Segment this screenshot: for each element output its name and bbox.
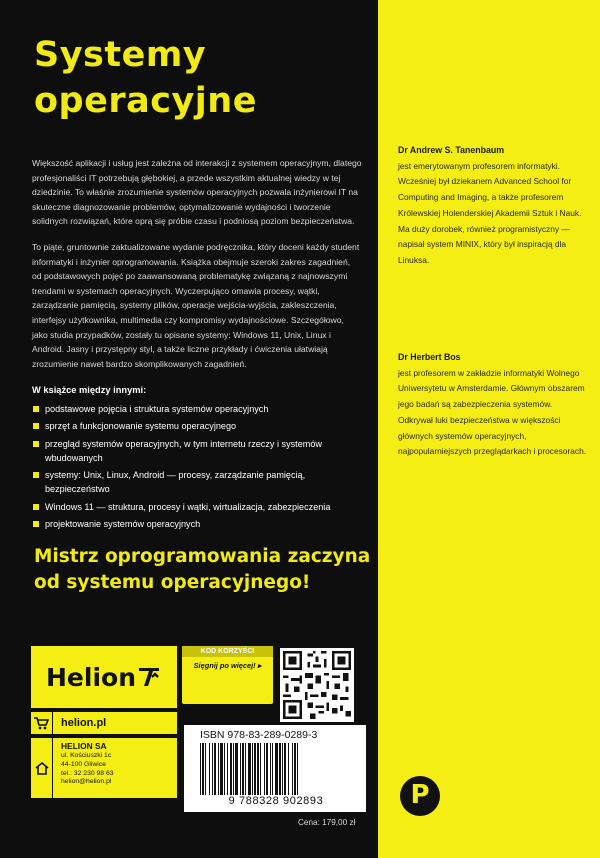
feature-item (32, 517, 367, 531)
isbn-barcode-box (184, 725, 366, 812)
address-line: tel.: 32 230 98 63 (61, 769, 114, 777)
tagline-line-2: od systemu operacyjnego! (34, 572, 311, 593)
pearson-logo-icon (400, 776, 440, 816)
bullet-square-icon (33, 441, 39, 447)
description-paragraph-2: To piąte, gruntownie zaktualizowane wydanie podręcznika, który doceni każdy student informatyki i inżynier oprogramowania. Książka obejmuje szeroki zakres zagadnień, od podstawowych pojęć po zaawansowaną problematykę związaną z najnowszymi trendami w systemach operacyjnych. Wyczerpująco omawia procesy, wątki, zarządzanie pamięcią, systemy plików, operacje wejścia-wyjścia, zakleszczenia, interfejsy użytkownika, multimedia czy kompromisy wydajnościowe. Szczegółowo, jako studia przypadków, zostały tu opisane systemy: Windows 11, Unix, Linux i Android. Jasny i przystępny styl, a także liczne przykłady i ćwiczenia ułatwiają zrozumienie nawet bardzo skomplikowanych zagadnień. (32, 242, 360, 369)
publisher-logo-box (31, 646, 177, 708)
book-title (34, 32, 354, 124)
promo-title: KOD KORZYŚCI (182, 646, 273, 657)
author-bio-text: jest profesorem w zakładzie informatyki Wolnego Uniwersytetu w Amsterdamie. Głównym obszarem jego badań są zabezpieczenia systemów. Odkrywał luki bezpieczeństwa w większości głównych systemów operacyjnych, najpopularniejszych przeglądarkach i procesorach. (398, 367, 587, 457)
feature-item (32, 437, 367, 466)
feature-text: projektowanie systemów operacyjnych (45, 519, 201, 530)
feature-text: podstawowe pojęcia i struktura systemów operacyjnych (45, 404, 269, 414)
feature-item (32, 500, 367, 514)
feature-item (32, 419, 367, 433)
publisher-website-row (31, 712, 177, 734)
address-line: helion@helion.pl (61, 778, 112, 786)
description-paragraph-1: Większość aplikacji i usług jest zależna od interakcji z systemem operacyjnym, dlatego profesjonaliści IT potrzebują głębokiej, a przede wszystkim aktualnej wiedzy w tej dziedzinie. To właśnie zrozumienie systemów operacyjnych pozwala inżynierowi IT na skuteczne diagnozowanie problemów, optymalizowanie wydajności i tworzenie solidnych rozwiązań, które oprą się próbie czasu i podniosą poziom bezpieczeństwa. (32, 158, 362, 227)
bullet-square-icon (33, 423, 39, 429)
publisher-company: HELION SA (61, 741, 107, 751)
bullet-square-icon (33, 472, 39, 478)
home-icon (31, 738, 53, 798)
feature-text: Windows 11 — struktura, procesy i wątki, wirtualizacja, zabezpieczenia (45, 501, 331, 512)
publisher-address (53, 738, 114, 798)
features-heading: W książce między innymi: (32, 385, 147, 395)
author-bio-text: jest emerytowanym profesorem informatyki. Wcześniej był dziekanem Advanced School for Computing and Imaging, a także profesorem Królewskiej Holenderskiej Akademii Sztuk i Nauk. Ma duży dorobek, również programistyczny — napisał system MINIX, który był inspiracją dla Linuksa. (398, 160, 582, 265)
author-bio-tanenbaum (398, 143, 588, 269)
tagline (34, 544, 374, 596)
bullet-square-icon (33, 406, 39, 412)
tagline-line-1: Mistrz oprogramowania zaczyna (34, 546, 371, 567)
features-list (32, 402, 367, 534)
isbn-label: ISBN 978-83-289-0289-3 (200, 729, 318, 741)
cart-icon (31, 712, 53, 734)
qr-code-icon (280, 648, 354, 722)
price-label: Cena: 179,00 zł (298, 818, 356, 827)
barcode-number: 9 788328 902893 (228, 795, 324, 807)
bullet-square-icon (33, 504, 39, 510)
benefit-code-promo (182, 646, 273, 704)
pearson-logo-letter: P (410, 780, 430, 810)
helion-mark-icon (138, 665, 162, 689)
address-line: ul. Kościuszki 1c (61, 752, 112, 759)
bullet-square-icon (33, 521, 39, 527)
barcode-icon (198, 743, 354, 795)
publisher-website[interactable]: helion.pl (61, 717, 107, 729)
feature-text: przegląd systemów operacyjnych, w tym internetu rzeczy i systemów wbudowanych (45, 438, 322, 463)
promo-subtitle: Sięgnij po więcej! ▸ (193, 661, 262, 670)
title-line-2: operacyjne (34, 81, 257, 121)
address-line: 44-100 Gliwice (61, 760, 106, 768)
helion-logo-text: Helion (46, 662, 136, 692)
title-line-1: Systemy (34, 35, 207, 75)
feature-text: systemy: Unix, Linux, Android — procesy, zarządzanie pamięcią, bezpieczeństwo (45, 470, 306, 495)
helion-logo (46, 663, 162, 692)
author-bio-bos (398, 350, 588, 460)
publisher-address-row (31, 738, 177, 798)
feature-item (32, 468, 367, 497)
author-name: Dr Andrew S. Tanenbaum (398, 145, 505, 155)
feature-item (32, 402, 367, 416)
author-name: Dr Herbert Bos (398, 352, 461, 362)
feature-text: sprzęt a funkcjonowanie systemu operacyjnego (45, 421, 237, 432)
